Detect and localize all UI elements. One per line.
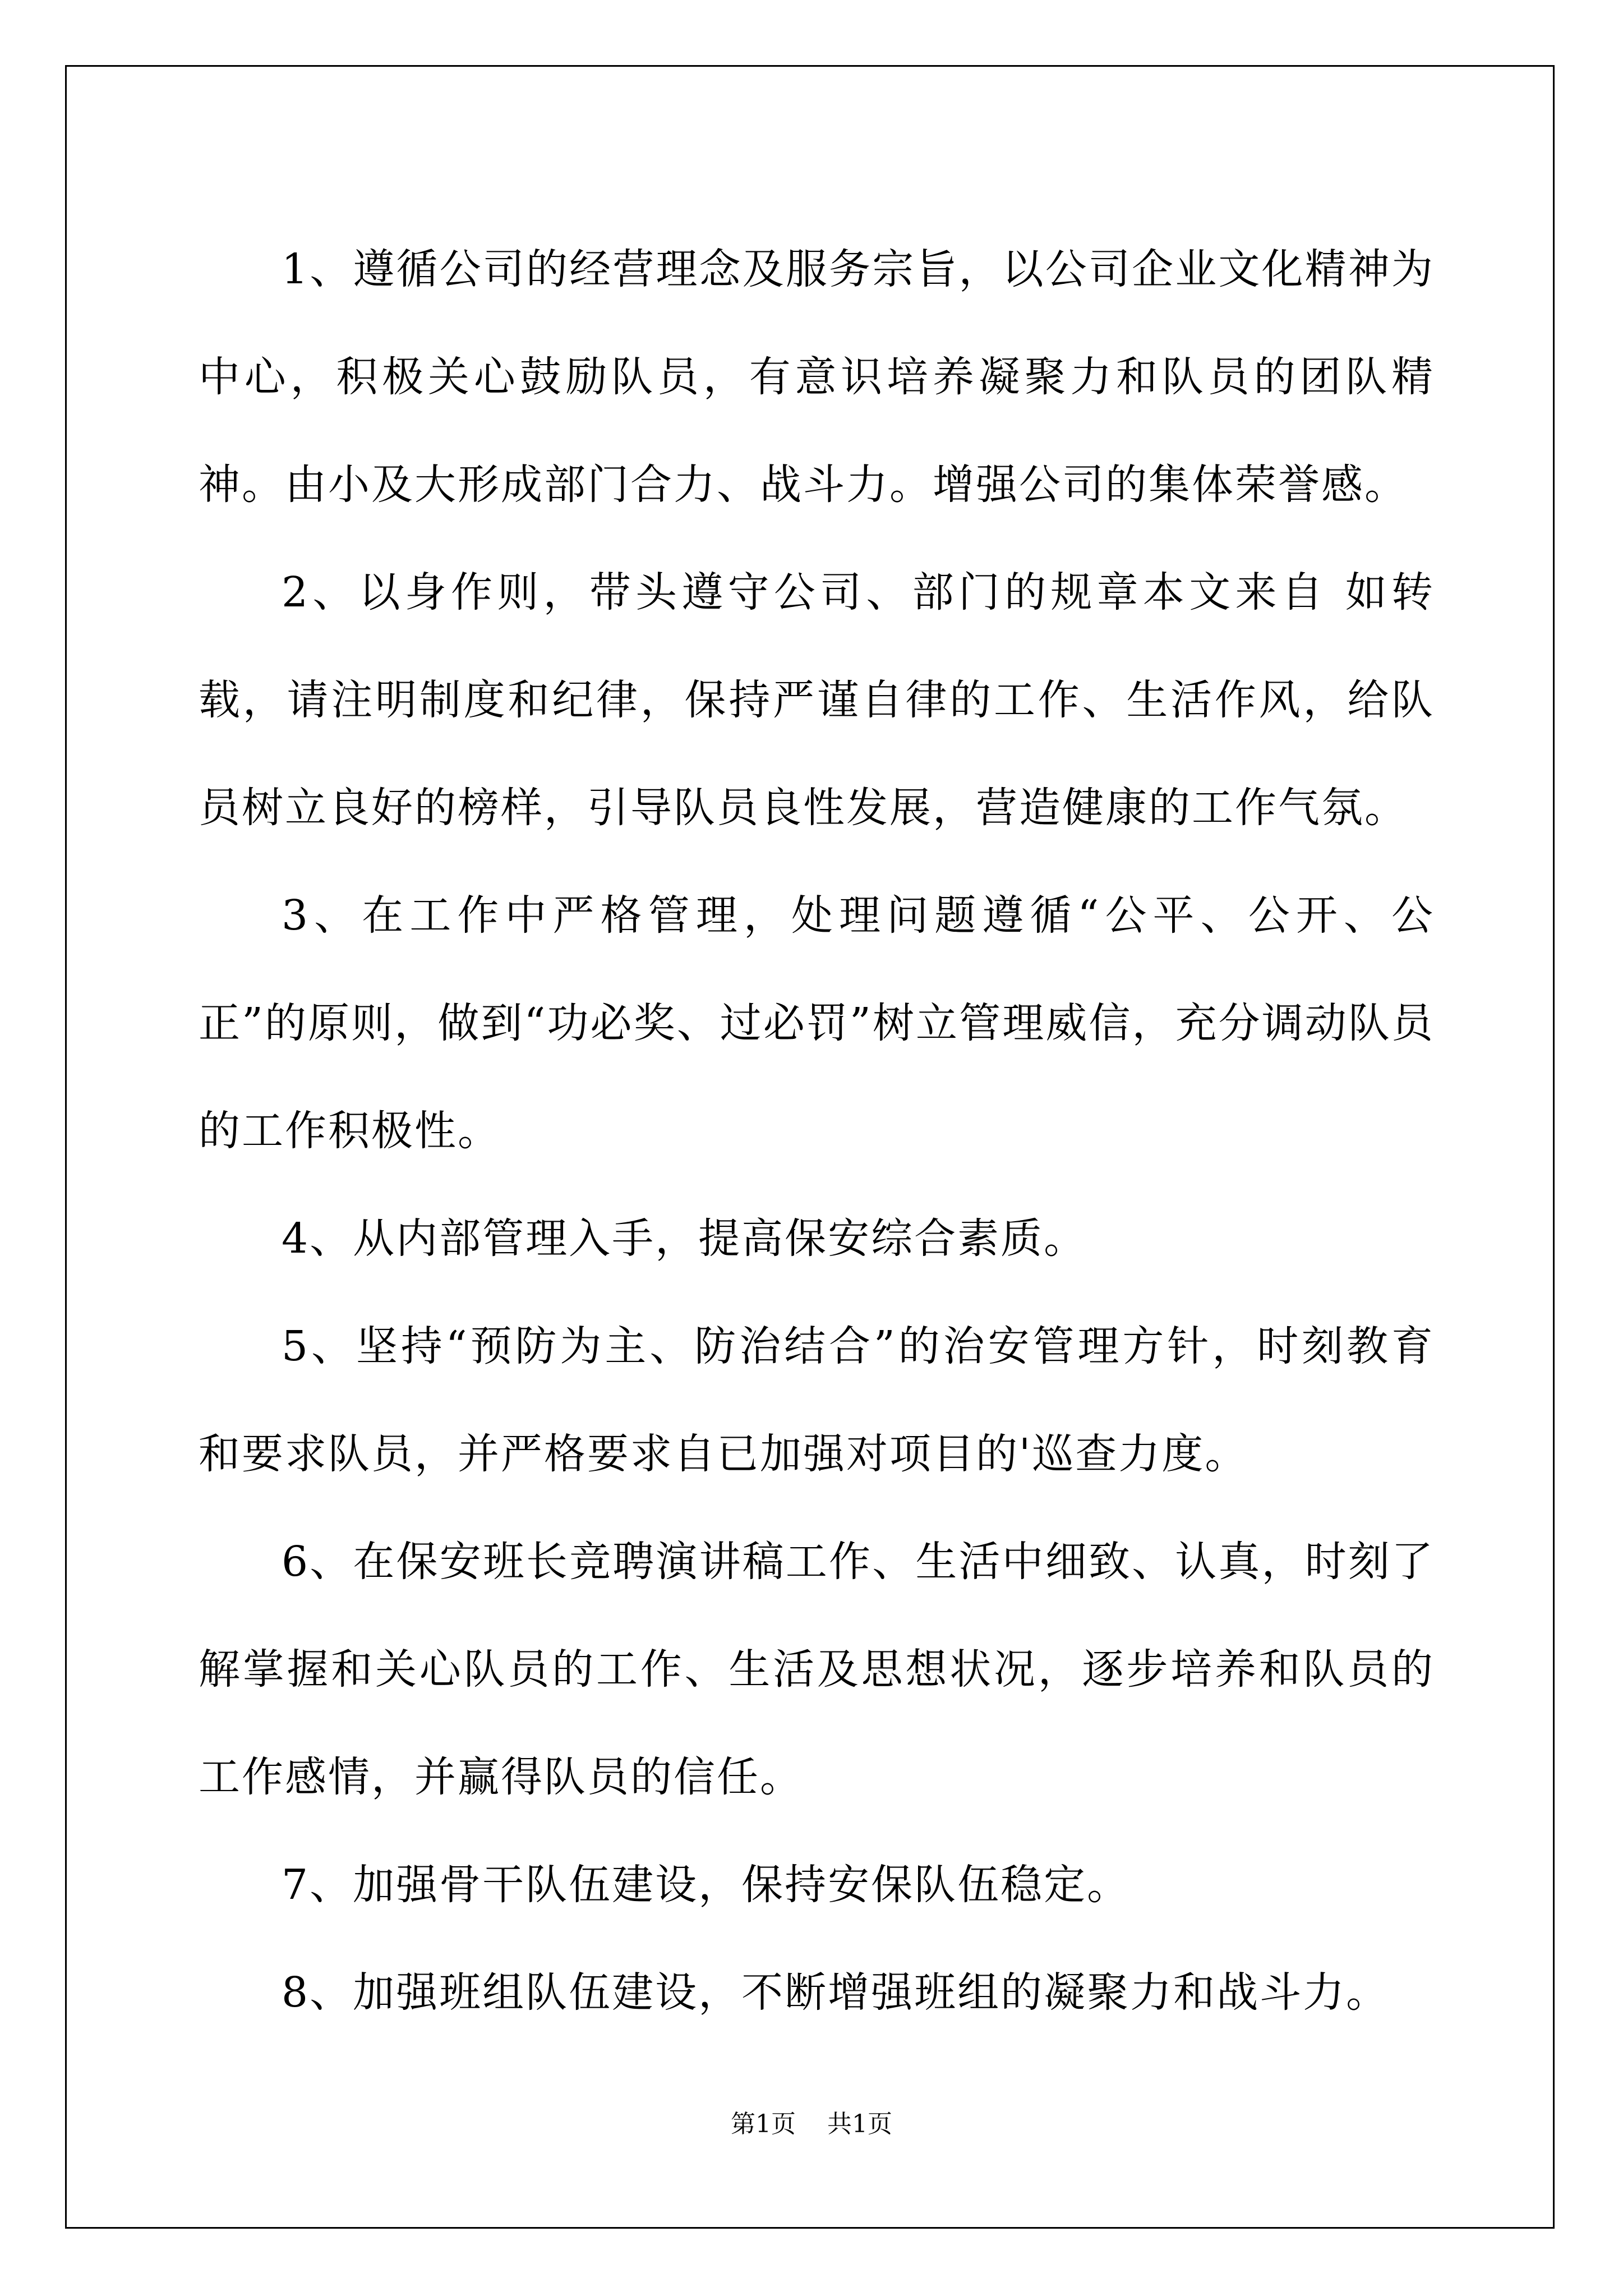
paragraph-8: 8、加强班组队伍建设，不断增强班组的凝聚力和战斗力。 — [282, 1968, 1390, 2017]
page-number-total: 共1页 — [827, 2110, 892, 2138]
page-number-current: 第1页 — [731, 2110, 796, 2138]
paragraph-5: 5、坚持“预防为主、防治结合”的治安管理方针，时刻教育和要求队员，并严格要求自已加强对项目的'巡查力度。 — [199, 1322, 1435, 1478]
document-body — [199, 215, 1435, 2046]
page-footer — [0, 2104, 1623, 2139]
paragraph-2: 2、以身作则，带头遵守公司、部门的规章本文来自 如转载，请注明制度和纪律，保持严谨自律的工作、生活作风，给队员树立良好的榜样，引导队员良性发展，营造健康的工作气氛。 — [199, 568, 1435, 832]
paragraph-6: 6、在保安班长竞聘演讲稿工作、生活中细致、认真，时刻了解掌握和关心队员的工作、生活及思想状况，逐步培养和队员的工作感情，并赢得队员的信任。 — [199, 1538, 1435, 1801]
paragraph-1: 1、遵循公司的经营理念及服务宗旨，以公司企业文化精神为中心，积极关心鼓励队员，有意识培养凝聚力和队员的团队精神。由小及大形成部门合力、战斗力。增强公司的集体荣誉感。 — [199, 245, 1435, 509]
paragraph-4: 4、从内部管理入手，提高保安综合素质。 — [282, 1214, 1087, 1263]
paragraph-7: 7、加强骨干队伍建设，保持安保队伍稳定。 — [282, 1861, 1131, 1909]
paragraph-3: 3、在工作中严格管理，处理问题遵循“公平、公开、公正”的原则，做到“功必奖、过必罚”树立管理威信，充分调动队员的工作积极性。 — [199, 891, 1435, 1155]
